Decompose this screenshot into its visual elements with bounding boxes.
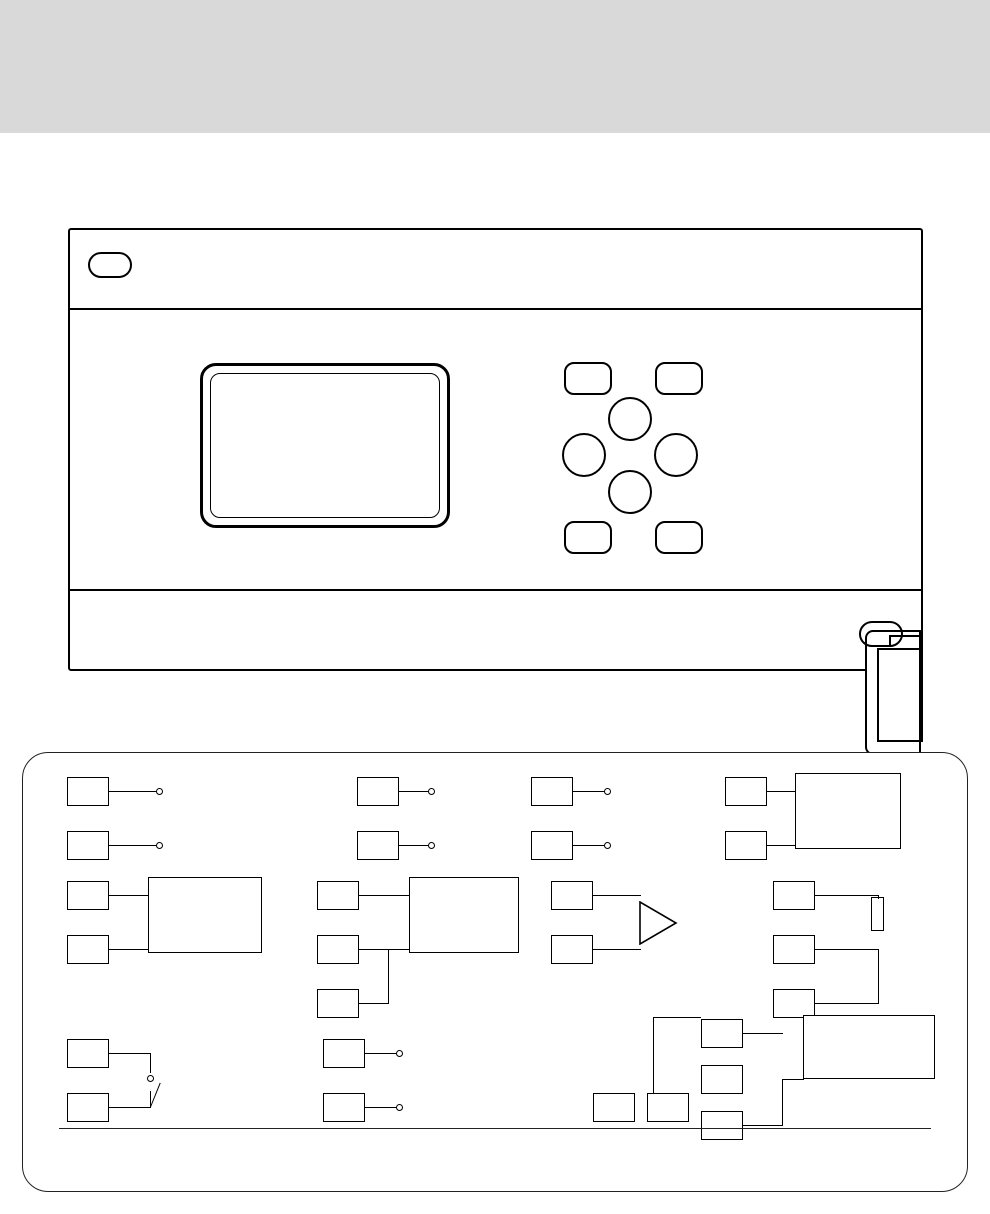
box-frequency — [795, 773, 901, 849]
terminal-analog-Iplus — [323, 1039, 365, 1068]
wire-rs485-top — [399, 791, 429, 792]
box-current — [409, 877, 519, 953]
terminal-current-A — [317, 881, 359, 910]
node-rs485-top — [428, 788, 435, 795]
button-top-left[interactable] — [564, 362, 612, 395]
terminal-rs485-A — [357, 777, 399, 806]
terminal-tw-Pminus — [647, 1093, 689, 1122]
button-bottom-right[interactable] — [655, 521, 703, 554]
rtd-resistor-symbol — [871, 897, 884, 931]
terminal-analog-Iminus — [323, 1093, 365, 1122]
terminal-voltage-B — [67, 935, 109, 964]
mounting-hole-top-left — [88, 252, 132, 278]
wire-f-top — [767, 791, 797, 792]
terminal-voltage-A — [67, 881, 109, 910]
terminal-rtd-B — [773, 935, 815, 964]
node-power-bottom — [156, 842, 163, 849]
button-right[interactable] — [654, 433, 698, 477]
wire-tw-a-out — [743, 1033, 783, 1034]
wire-p-bottom — [573, 845, 605, 846]
mounting-hole-bottom-right — [859, 621, 903, 647]
terminal-p-minus — [531, 831, 573, 860]
wire-relay-contact-upper — [150, 1053, 151, 1073]
box-two-wire-transmitter — [803, 1015, 935, 1079]
button-up[interactable] — [608, 397, 652, 441]
note-divider — [59, 1128, 931, 1129]
thermocouple-symbol — [639, 901, 673, 939]
wire-analog-top — [365, 1053, 397, 1054]
wire-current-c — [359, 1003, 389, 1004]
node-power-top — [156, 788, 163, 795]
wire-f-bottom — [767, 845, 797, 846]
box-voltage — [148, 877, 262, 953]
wire-rtd-res-top — [878, 895, 879, 899]
button-left[interactable] — [562, 433, 606, 477]
terminal-tw-C — [701, 1111, 743, 1140]
wire-analog-bottom — [365, 1107, 397, 1108]
terminal-f-plus — [725, 831, 767, 860]
terminal-p-plus — [531, 777, 573, 806]
lcd-display — [200, 363, 450, 528]
button-down[interactable] — [608, 470, 652, 514]
relay-contact-pivot — [147, 1075, 154, 1082]
device-bottom-terminal-strip — [70, 589, 921, 669]
button-bottom-left[interactable] — [564, 521, 612, 554]
terminal-relay-R2 — [67, 1093, 109, 1122]
node-analog-bottom — [396, 1104, 403, 1111]
wire-p-top — [573, 791, 605, 792]
terminal-power-L — [67, 777, 109, 806]
terminal-rs485-B — [357, 831, 399, 860]
wire-relay-contact-lower — [150, 1091, 151, 1108]
page-banner — [0, 0, 990, 133]
terminal-rtd-C — [773, 989, 815, 1018]
terminal-tc-B — [551, 935, 593, 964]
wire-voltage-bottom — [109, 949, 149, 950]
wiring-instructions-panel — [22, 752, 968, 1192]
terminal-tw-B — [701, 1065, 743, 1094]
device-top-terminal-strip — [70, 230, 921, 310]
wire-tc-bottom — [593, 949, 641, 950]
wire-tw-c-out — [743, 1125, 783, 1126]
wire-rtd-c — [815, 1003, 879, 1004]
wire-current-bc-link — [388, 949, 389, 1004]
wire-tc-top — [593, 895, 641, 896]
node-p-bottom — [604, 842, 611, 849]
terminal-rtd-A — [773, 881, 815, 910]
relay-contact-blade — [150, 1083, 161, 1107]
terminal-tc-A — [551, 881, 593, 910]
terminal-tw-A — [701, 1019, 743, 1048]
wire-rtd-bc-link — [878, 949, 879, 1004]
wire-tw-top — [653, 1017, 701, 1018]
terminal-current-C — [317, 989, 359, 1018]
wire-relay-bottom — [109, 1107, 151, 1108]
node-analog-top — [396, 1050, 403, 1057]
wire-tw-c-to-box — [782, 1079, 804, 1080]
wire-rtd-a — [815, 895, 879, 896]
wire-tw-left-down — [653, 1017, 654, 1093]
device-front-panel — [70, 310, 921, 589]
wire-rtd-b — [815, 949, 879, 950]
wire-rs485-bottom — [399, 845, 429, 846]
device-illustration — [68, 228, 923, 671]
node-p-top — [604, 788, 611, 795]
button-top-right[interactable] — [655, 362, 703, 395]
wire-current-to-box — [388, 949, 410, 950]
wire-current-b — [359, 949, 389, 950]
wire-tw-c-up — [782, 1079, 783, 1125]
terminal-power-N — [67, 831, 109, 860]
wire-relay-top — [109, 1053, 151, 1054]
wire-voltage-top — [109, 895, 149, 896]
node-rs485-bottom — [428, 842, 435, 849]
wire-current-top — [359, 895, 409, 896]
terminal-current-B — [317, 935, 359, 964]
terminal-relay-R1 — [67, 1039, 109, 1068]
terminal-tw-Pplus — [593, 1093, 635, 1122]
wire-power-top — [109, 791, 157, 792]
terminal-f-minus — [725, 777, 767, 806]
wire-power-bottom — [109, 845, 157, 846]
